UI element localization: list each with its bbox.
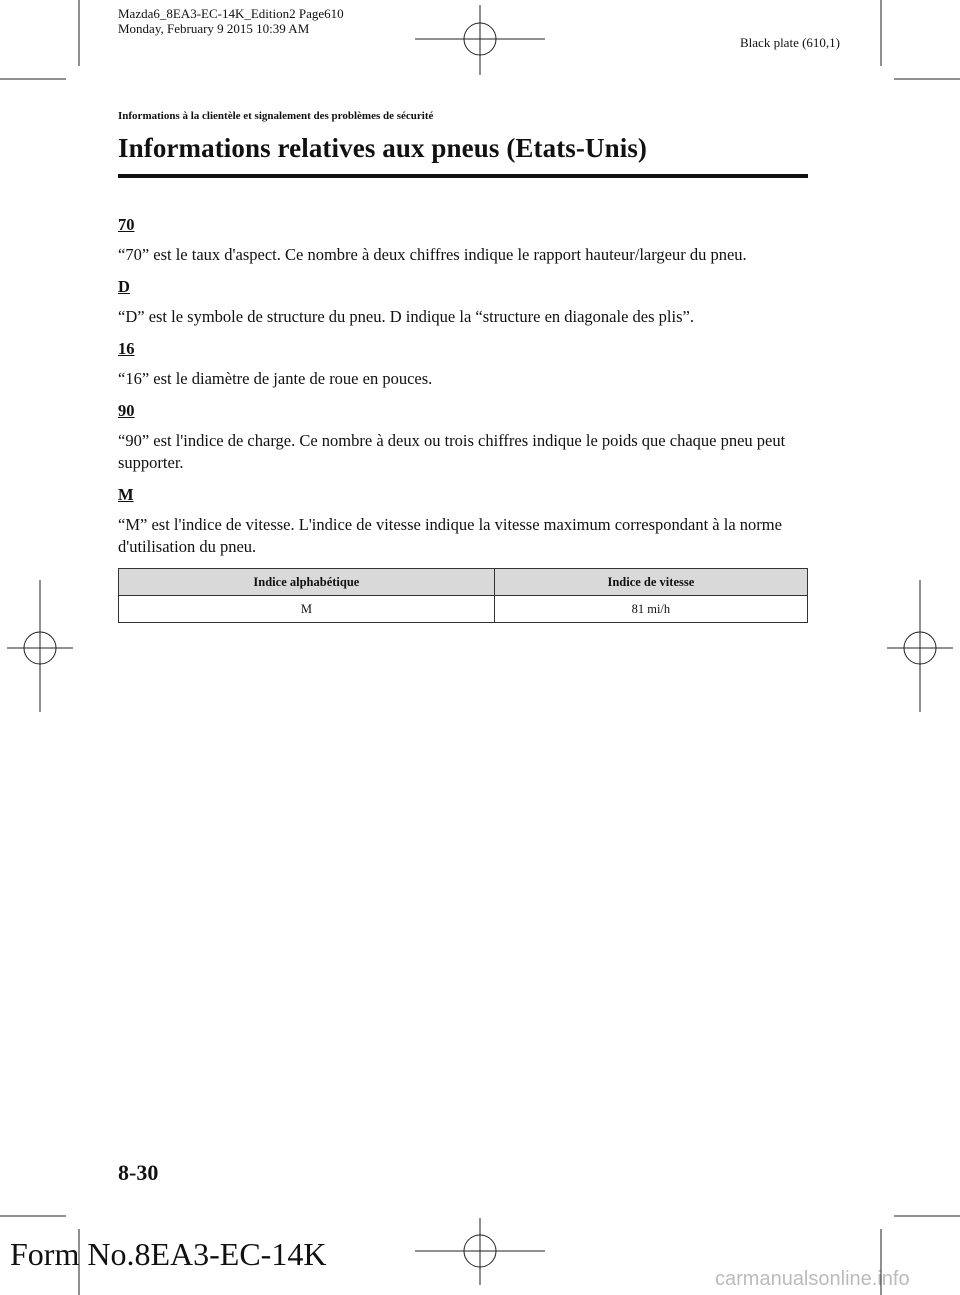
- entry-description: “D” est le symbole de structure du pneu. D indique la “structure en diagonale des plis”.: [118, 307, 694, 326]
- entry-term: 90: [118, 401, 135, 420]
- table-header-row: [119, 569, 808, 596]
- entry-term: 16: [118, 339, 135, 358]
- entry: [118, 276, 808, 328]
- file-info-line1: Mazda6_8EA3-EC-14K_Edition2 Page610: [118, 6, 344, 21]
- title-rule: [118, 174, 808, 178]
- entry-term: D: [118, 277, 130, 296]
- plate-label: Black plate (610,1): [740, 35, 840, 50]
- table-header-cell: Indice de vitesse: [494, 569, 807, 596]
- file-info-line2: Monday, February 9 2015 10:39 AM: [118, 21, 310, 36]
- table-cell: 81 mi/h: [494, 596, 807, 623]
- file-info: [118, 6, 344, 36]
- entry-term: 70: [118, 215, 135, 234]
- form-number: Form No.8EA3-EC-14K: [10, 1236, 327, 1272]
- section-label: Informations à la clientèle et signalement des problèmes de sécurité: [118, 110, 434, 122]
- entry: [118, 484, 808, 558]
- entry: [118, 338, 808, 390]
- page-title: Informations relatives aux pneus (Etats-Unis): [118, 133, 648, 163]
- content: [118, 214, 808, 623]
- table-header-cell: Indice alphabétique: [119, 569, 495, 596]
- speed-table: [118, 568, 808, 623]
- entry-description: “16” est le diamètre de jante de roue en pouces.: [118, 369, 433, 388]
- watermark: carmanualsonline.info: [715, 1268, 910, 1290]
- page-number: 8-30: [118, 1160, 159, 1185]
- entry-description: “90” est l'indice de charge. Ce nombre à deux ou trois chiffres indique le poids que chaque pneu peut supporter.: [118, 431, 786, 472]
- entry-description: “70” est le taux d'aspect. Ce nombre à deux chiffres indique le rapport hauteur/largeur du pneu.: [118, 245, 747, 264]
- table-row: [119, 596, 808, 623]
- entry: [118, 214, 808, 266]
- entry-term: M: [118, 485, 134, 504]
- entry-description: “M” est l'indice de vitesse. L'indice de vitesse indique la vitesse maximum correspondant à la norme d'utilisation du pneu.: [118, 515, 782, 556]
- entry: [118, 400, 808, 474]
- table-cell: M: [119, 596, 495, 623]
